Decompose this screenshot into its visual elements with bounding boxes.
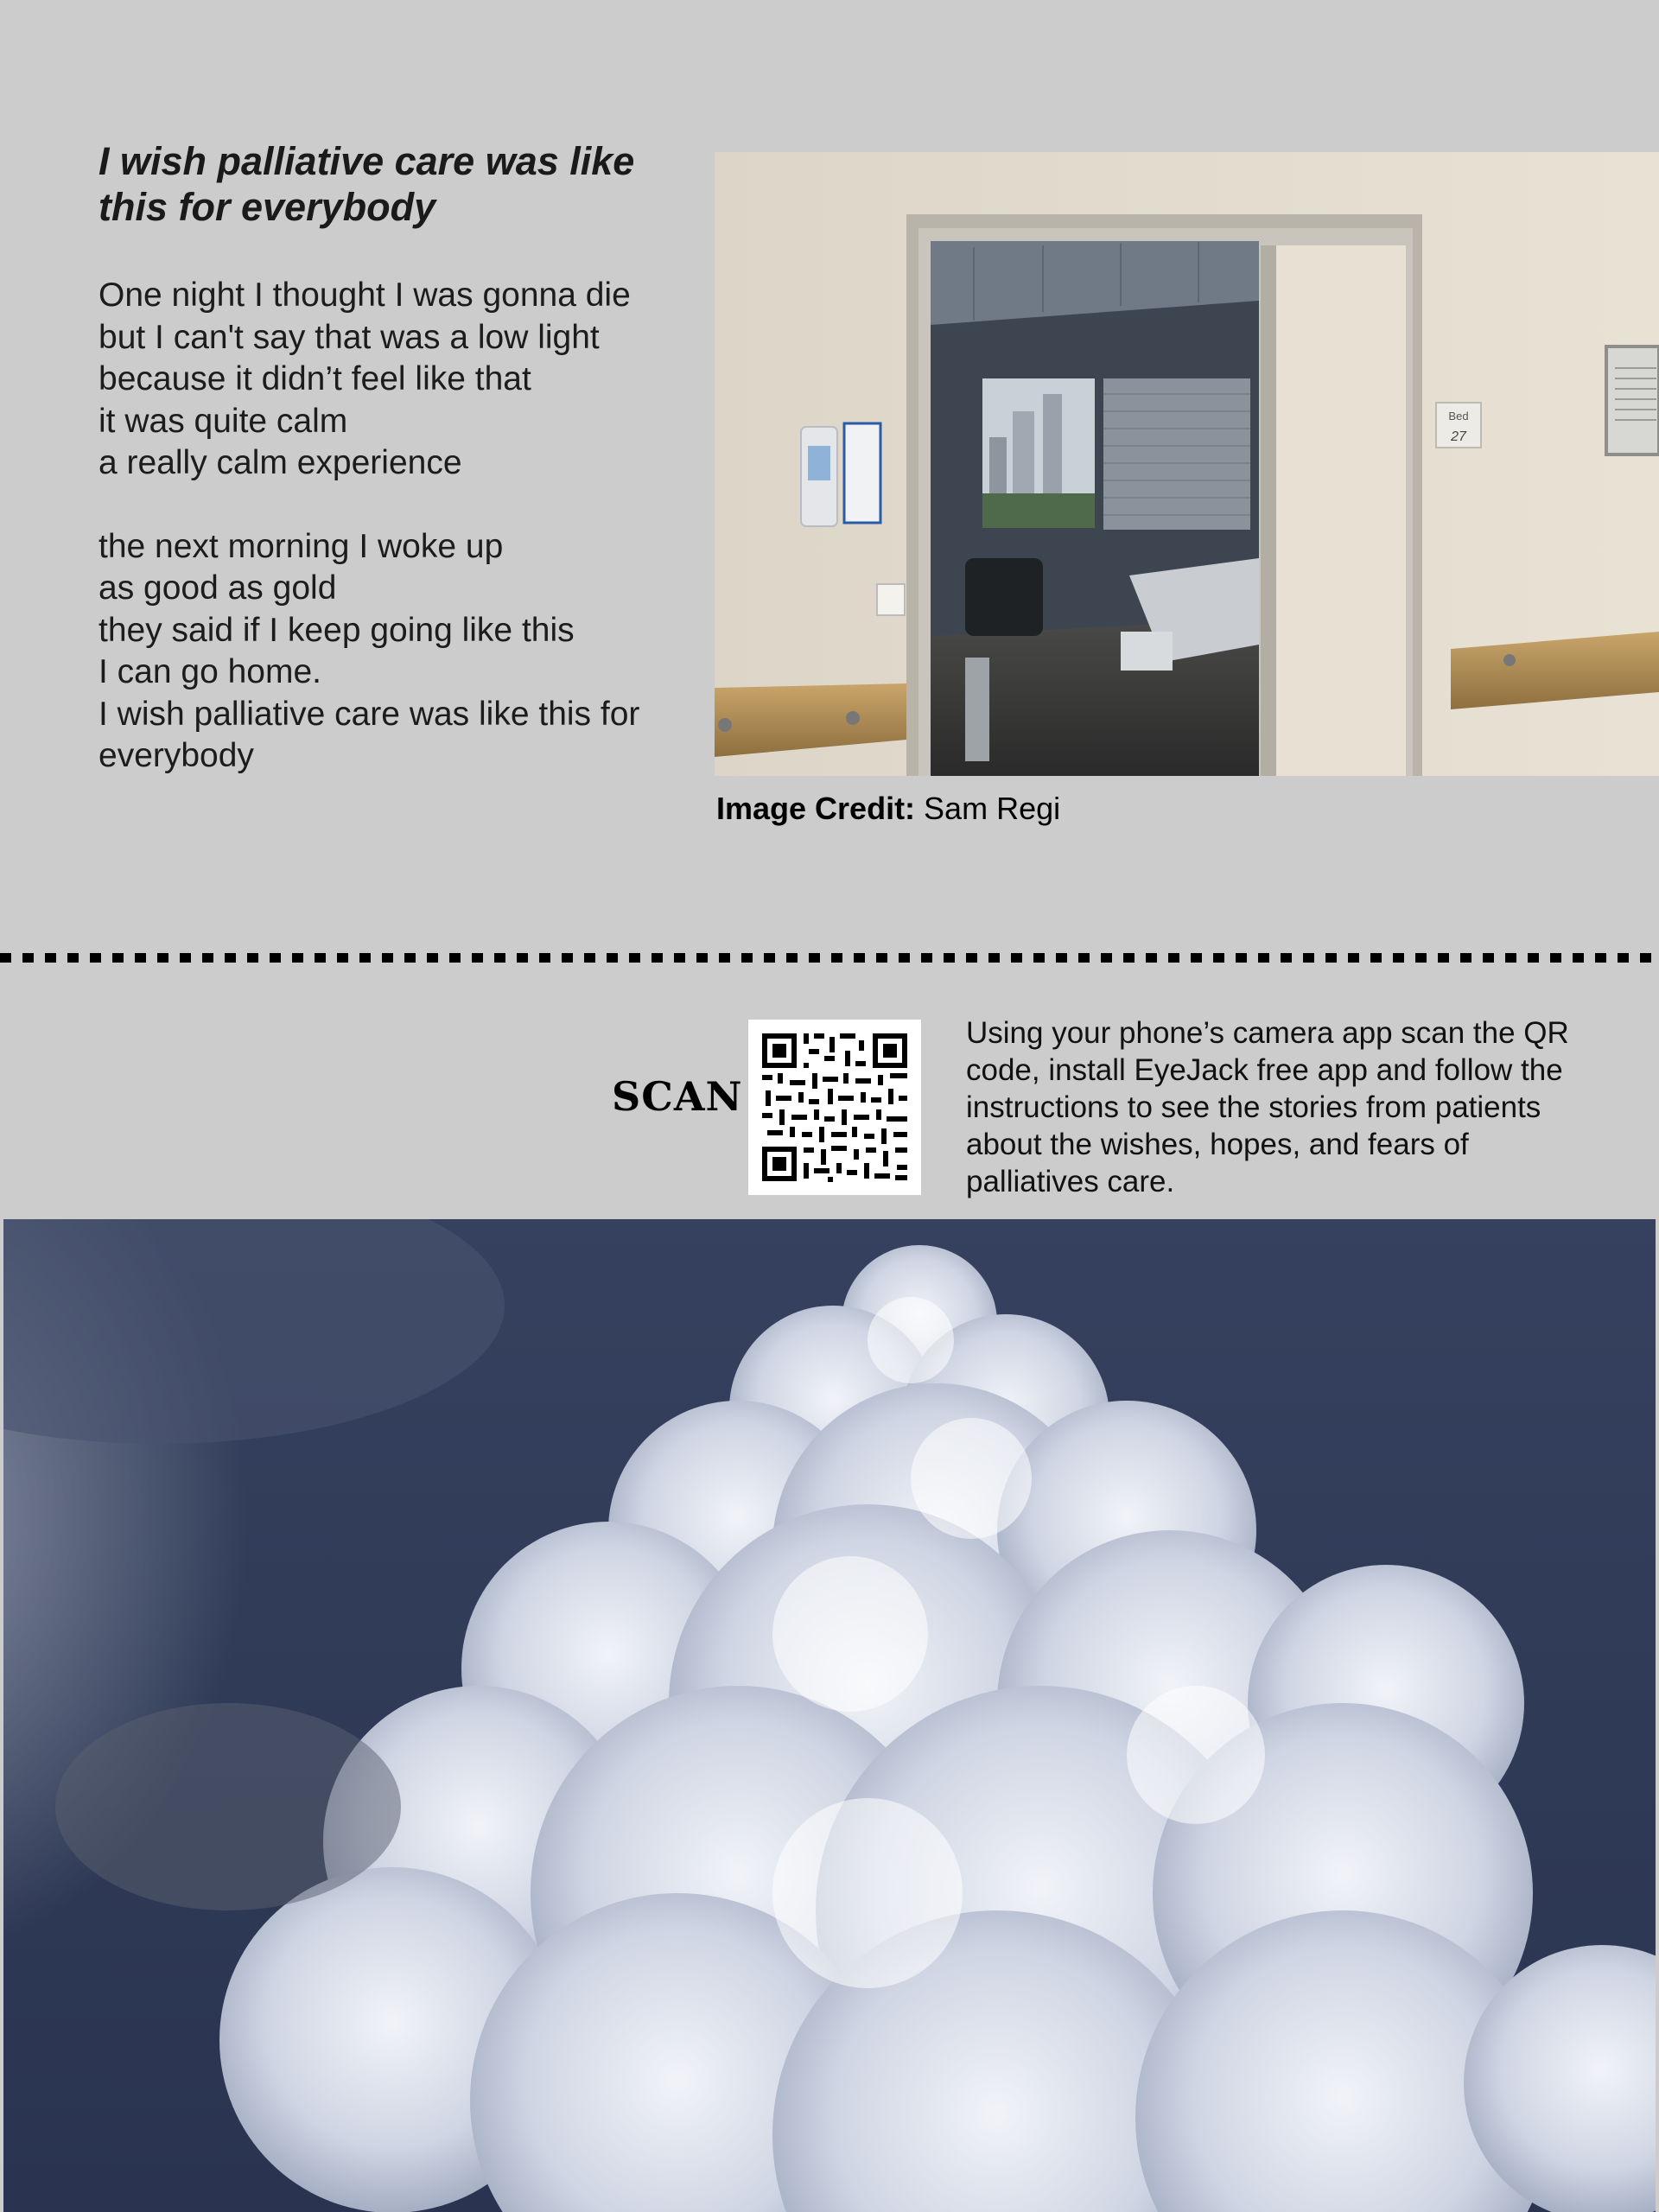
poem-stanza-2 xyxy=(99,526,686,778)
poem-title-line: this for everybody xyxy=(99,185,436,229)
poem-line: One night I thought I was gonna die xyxy=(99,276,631,314)
dotted-divider xyxy=(0,953,1659,963)
qr-code[interactable] xyxy=(748,1020,921,1195)
cloud-illustration xyxy=(3,1219,1656,2212)
poem-title xyxy=(99,138,686,230)
poem-line: I can go home. xyxy=(99,653,321,690)
poem-line: but I can't say that was a low light xyxy=(99,318,600,356)
poem-line: as good as gold xyxy=(99,569,337,607)
image-credit-label: Image Credit: xyxy=(716,791,916,826)
poem-line: I wish palliative care was like this for xyxy=(99,695,640,733)
poem-title-line: I wish palliative care was like xyxy=(99,139,635,183)
hospital-room-illustration xyxy=(715,152,1659,776)
hospital-room-photo xyxy=(715,152,1659,776)
poem-line: the next morning I woke up xyxy=(99,527,504,565)
poem-line: because it didn’t feel like that xyxy=(99,360,531,397)
poem-line: it was quite calm xyxy=(99,402,348,440)
poem-stanza-1 xyxy=(99,275,686,485)
bed-sign-number: 27 xyxy=(1451,429,1466,444)
poem-line: everybody xyxy=(99,737,254,774)
image-credit-name: Sam Regi xyxy=(915,791,1061,826)
cloud-photo xyxy=(3,1219,1656,2212)
qr-code-icon xyxy=(748,1020,921,1195)
bed-sign-label: Bed xyxy=(1448,410,1469,423)
poem-line: a really calm experience xyxy=(99,444,462,481)
poem-line: they said if I keep going like this xyxy=(99,611,575,649)
poem xyxy=(99,138,686,819)
scan-instructions: Using your phone’s camera app scan the QR code, install EyeJack free app and follow the instructions to see the stories from patients about the wishes, hopes, and fears of palliatives care. xyxy=(966,1016,1569,1198)
scan-label: SCAN xyxy=(612,1073,743,1120)
image-credit xyxy=(716,791,1060,827)
